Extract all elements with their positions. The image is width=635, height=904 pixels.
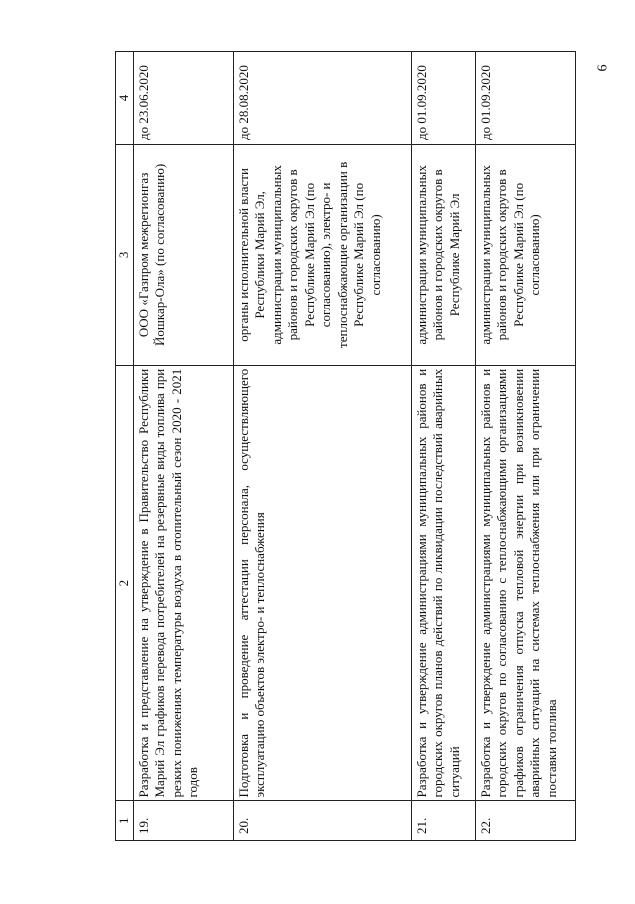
due-date-cell: до 01.09.2020 (411, 52, 475, 145)
table-header-row (116, 52, 134, 841)
header-cell-4: 4 (116, 52, 134, 145)
header-cell-1: 1 (116, 801, 134, 841)
due-date-cell: до 01.09.2020 (475, 52, 575, 145)
page-number: 6 (595, 64, 611, 72)
row-number: 20. (233, 801, 411, 841)
measures-table (115, 51, 576, 841)
row-number: 19. (133, 801, 233, 841)
due-date-cell: до 23.06.2020 (133, 52, 233, 145)
due-date-cell: до 28.08.2020 (233, 52, 411, 145)
executor-cell: администрации муниципальных районов и городских округов в Республике Марий Эл (411, 144, 475, 365)
executor-cell: органы исполнительной власти Республики Марий Эл, администрации муниципальных районов и городских округов в Республике Марий Эл (по согласованию), электро- и теплоснабжающие организации в Республике Марий Эл (по согласованию) (233, 144, 411, 365)
action-cell: Разработка и утверждение администрациями муниципальных районов и городских округов по согласованию с теплоснабжающими организациями графиков ограничения отпуска тепловой энергии при возникновении аварийных ситуаций на системах теплоснабжения или при ограничении поставки топлива (475, 365, 575, 801)
action-text: представление на утверждение в Правительство Республики Марий Эл графиков перевода потребителей на резервные виды топлива при резких понижениях температуры воздуха в отопительный сезон 2020 - 2021 годов (135, 368, 200, 798)
rotated-page-content (115, 51, 559, 841)
executor-cell: администрации муниципальных районов и городских округов в Республике Марий Эл (по согласованию) (475, 144, 575, 365)
action-cell (233, 365, 411, 801)
table-row (411, 52, 475, 841)
row-number: 21. (411, 801, 475, 841)
table-row (475, 52, 575, 841)
action-lead: Разработка и (135, 723, 151, 798)
action-cell: Разработка и утверждение администрациями муниципальных районов и городских округов планов действий по ликвидации последствий аварийных ситуаций (411, 365, 475, 801)
table-row (233, 52, 411, 841)
table-row (133, 52, 233, 841)
header-cell-2: 2 (116, 365, 134, 801)
action-cell (133, 365, 233, 801)
row-number: 22. (475, 801, 575, 841)
header-cell-3: 3 (116, 144, 134, 365)
action-text: проведение аттестации персонала, осуществляющего эксплуатацию объектов электро- и теплоснабжения (235, 368, 267, 798)
action-lead: Подготовка и (235, 712, 251, 798)
executor-cell: ООО «Газпром межрегионгаз Йошкар-Ола» (по согласованию) (133, 144, 233, 365)
